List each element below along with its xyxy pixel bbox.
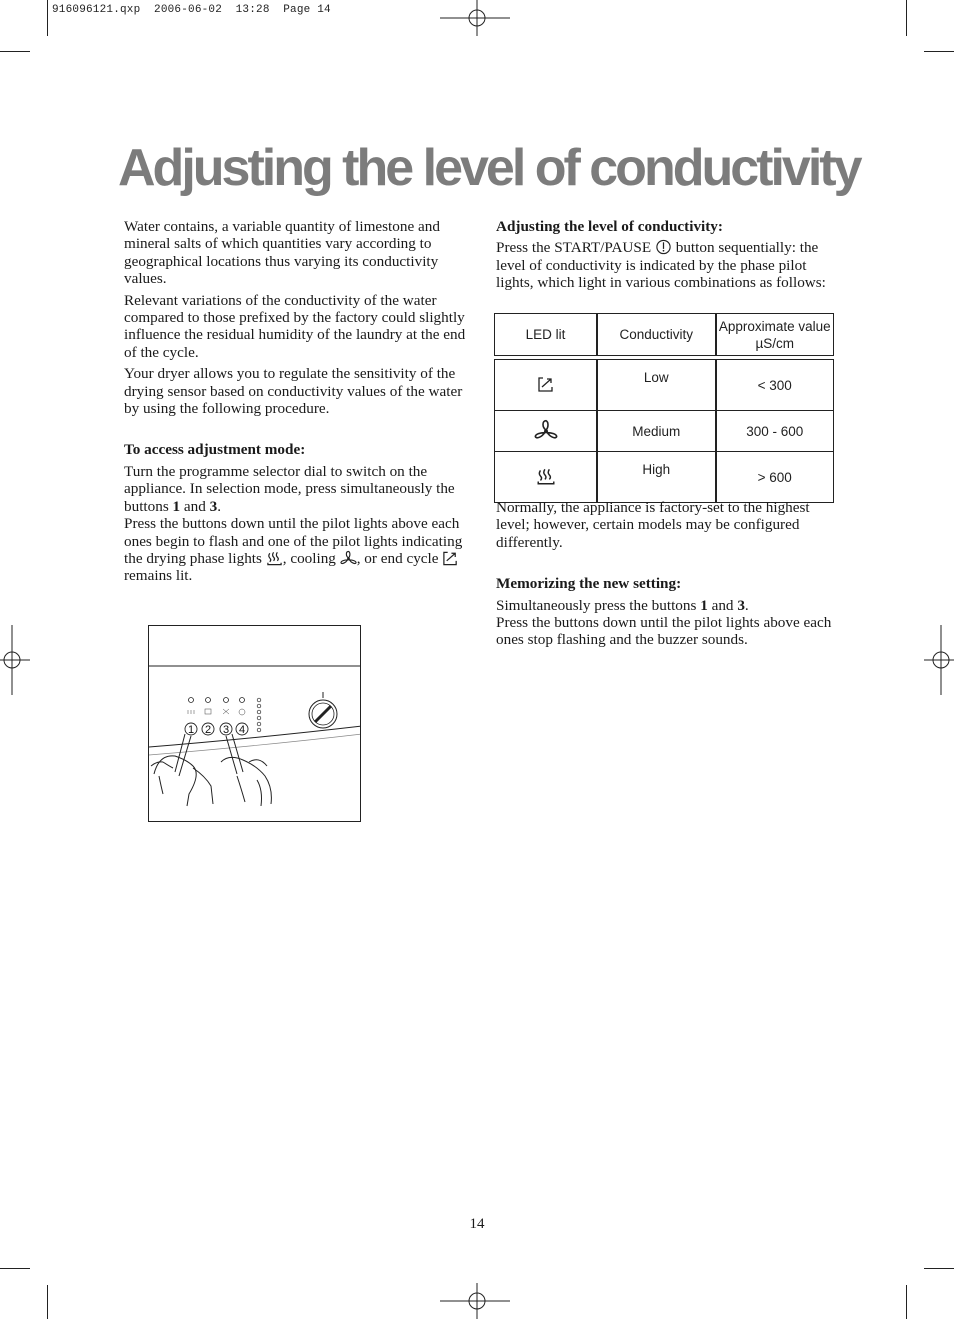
drying-icon: [266, 550, 283, 566]
left-column: [124, 218, 466, 585]
right-column-lower: [496, 499, 834, 649]
intro-paragraph: Your dryer allows you to regulate the sensitivity of the drying sensor based on conductivity values of the water by using the following procedure.: [124, 365, 463, 418]
drying-icon: [536, 467, 556, 485]
led-cell: [494, 411, 597, 452]
table-row: [494, 359, 834, 411]
hands-drawing: [151, 734, 271, 806]
end-cycle-icon: [537, 376, 555, 392]
adjust-heading: Adjusting the level of conductivity:: [496, 218, 723, 235]
header-led-lit: LED lit: [494, 313, 597, 356]
value-cell: > 600: [716, 452, 835, 503]
access-heading: To access adjustment mode:: [124, 441, 306, 459]
conductivity-cell: Low: [597, 359, 715, 411]
end-cycle-icon: [442, 550, 459, 566]
registration-mark-left: [0, 625, 30, 695]
page-number: 14: [469, 1216, 485, 1232]
registration-mark-right: [924, 625, 954, 695]
value-cell: 300 - 600: [716, 411, 835, 452]
page-title: Adjusting the level of conductivity: [118, 139, 860, 197]
registration-mark-top: [440, 0, 515, 36]
memorize-paragraph-1: Simultaneously press the buttons 1 and 3.: [496, 596, 749, 614]
led-cell: [494, 452, 597, 503]
button-number: 2: [204, 724, 212, 736]
registration-mark-bottom: [440, 1283, 515, 1319]
control-panel-drawing: [149, 626, 361, 822]
cooling-icon: [340, 550, 357, 566]
conductivity-table: [494, 313, 834, 503]
button-number: 1: [187, 724, 195, 736]
button-number: 3: [222, 724, 230, 736]
intro-paragraph: Relevant variations of the conductivity of the water compared to those prefixed by the factory could slightly influence the residual humidity of the laundry at the end of the cycle.: [124, 291, 466, 361]
led-cell: [494, 359, 597, 411]
conductivity-cell: Medium: [597, 411, 715, 452]
access-paragraph-2: Press the buttons down until the pilot lights above each ones begin to flash and one of the pilot lights indicating the drying phase lights , cooling , or end cycle remains lit.: [124, 515, 463, 585]
file-slug: 916096121.qxp 2006-06-02 13:28 Page 14: [52, 4, 331, 16]
programme-dial-icon: [309, 692, 337, 728]
table-row: [494, 411, 834, 452]
adjust-paragraph: Press the START/PAUSE button sequentially: the level of conductivity is indicated by the phase pilot lights, which light in various combinations as follows:: [496, 239, 826, 292]
normally-paragraph: Normally, the appliance is factory-set to the highest level; however, certain models may be configured differently.: [496, 499, 810, 551]
right-column: [496, 218, 834, 292]
intro-paragraph: Water contains, a variable quantity of limestone and mineral salts of which quantities vary according to geographical locations thus varying its conductivity values.: [124, 218, 440, 288]
table-header-row: [494, 313, 834, 356]
memorize-heading: Memorizing the new setting:: [496, 575, 682, 593]
button-number: 4: [238, 724, 246, 736]
memorize-paragraph-2: Press the buttons down until the pilot lights above each ones stop flashing and the buzzer sounds.: [496, 614, 832, 649]
header-conductivity: Conductivity: [597, 313, 715, 356]
value-cell: < 300: [716, 359, 835, 411]
start-pause-icon: [655, 239, 672, 255]
table-row: [494, 452, 834, 503]
cooling-icon: [534, 419, 558, 441]
control-panel-illustration: [148, 625, 361, 822]
conductivity-cell: High: [597, 452, 715, 503]
access-paragraph-1: Turn the programme selector dial to switch on the appliance. In selection mode, press simultaneously the buttons 1 and 3.: [124, 462, 455, 515]
header-approx-value: Approximate value µS/cm: [716, 313, 835, 356]
